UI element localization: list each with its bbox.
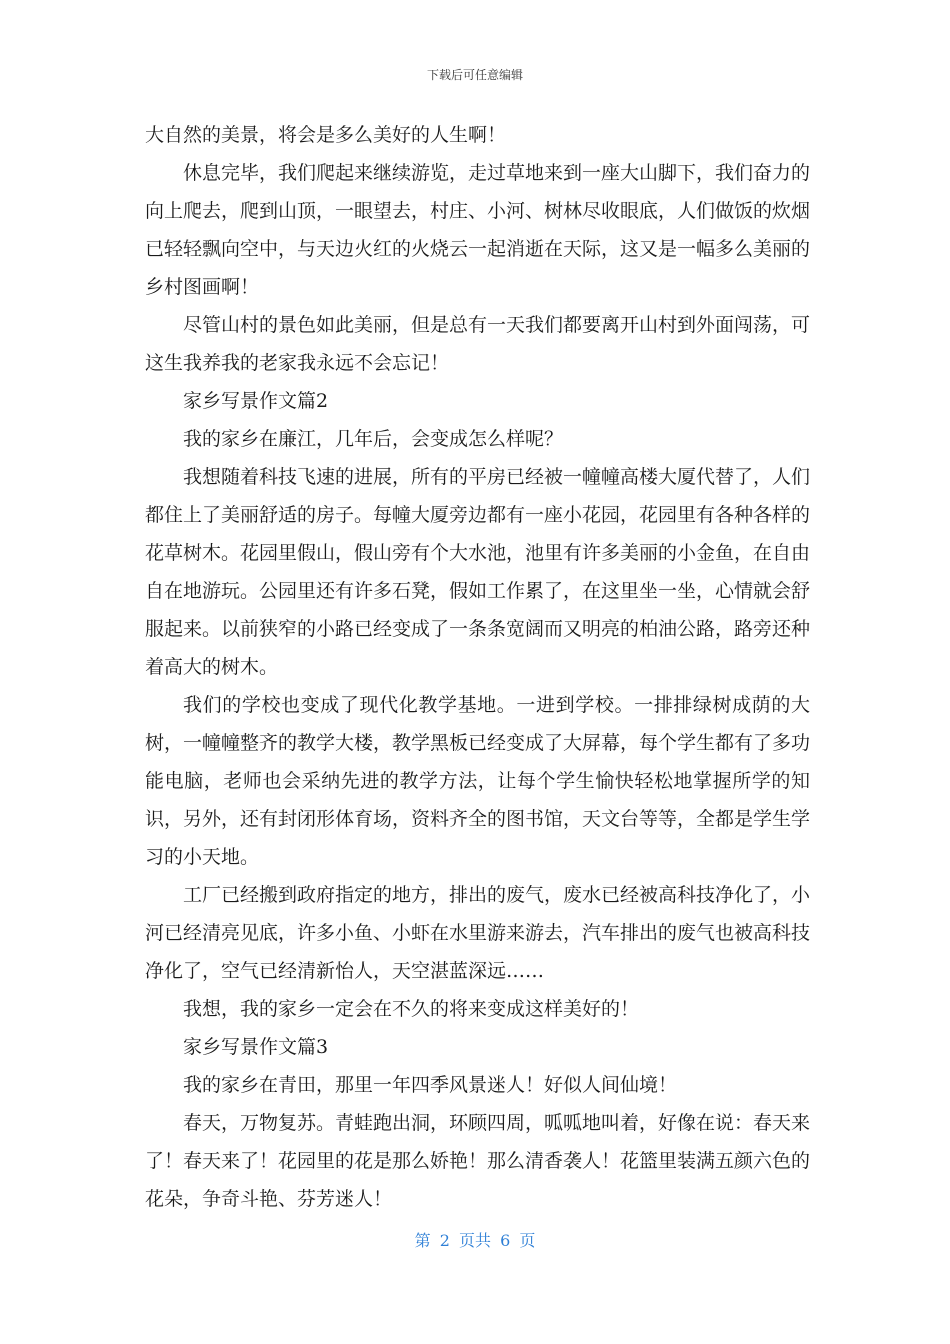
paragraph: 我的家乡在廉江，几年后，会变成怎么样呢？ [183, 428, 564, 450]
section-heading: 家乡写景作文篇2 [183, 390, 329, 412]
paragraph: 我想随着科技飞速的进展，所有的平房已经被一幢幢高楼大厦代替了，人们都住上了美丽舒适的房子。每幢大厦旁边都有一座小花园，花园里有各种各样的花草树木。花园里假山，假山旁有个大水池，池里有许多美丽的小金鱼，在自由自在地游玩。公园里还有许多石凳，假如工作累了，在这里坐一坐，心情就会舒服起来。以前狭窄的小路已经变成了一条条宽阔而又明亮的柏油公路，路旁还种着高大的树木。 [145, 466, 811, 678]
paragraph: 春天，万物复苏。青蛙跑出洞，环顾四周，呱呱地叫着，好像在说：春天来了！春天来了！花园里的花是那么娇艳！那么清香袭人！花篮里装满五颜六色的花朵，争奇斗艳、芬芳迷人！ [145, 1112, 811, 1210]
page-header: 下载后可任意编辑 [426, 68, 523, 82]
paragraph: 大自然的美景，将会是多么美好的人生啊！ [145, 124, 507, 146]
paragraph: 我想，我的家乡一定会在不久的将来变成这样美好的！ [183, 998, 640, 1020]
section-heading: 家乡写景作文篇3 [183, 1036, 329, 1058]
paragraph: 尽管山村的景色如此美丽，但是总有一天我们都要离开山村到外面闯荡，可这生我养我的老家我永远不会忘记！ [145, 314, 811, 374]
document-body [145, 116, 810, 1218]
paragraph: 我的家乡在青田，那里一年四季风景迷人！好似人间仙境！ [183, 1074, 678, 1096]
paragraph: 休息完毕，我们爬起来继续游览，走过草地来到一座大山脚下，我们奋力的向上爬去，爬到山顶，一眼望去，村庄、小河、树林尽收眼底，人们做饭的炊烟已轻轻飘向空中，与天边火红的火烧云一起消逝在天际，这又是一幅多么美丽的乡村图画啊！ [145, 162, 811, 298]
paragraph: 工厂已经搬到政府指定的地方，排出的废气，废水已经被高科技净化了，小河已经清亮见底，许多小鱼、小虾在水里游来游去，汽车排出的废气也被高科技净化了，空气已经清新怡人，天空湛蓝深远…… [145, 884, 811, 982]
page-footer: 第 2 页共 6 页 [414, 1231, 536, 1250]
paragraph: 我们的学校也变成了现代化教学基地。一进到学校。一排排绿树成荫的大树，一幢幢整齐的教学大楼，教学黑板已经变成了大屏幕，每个学生都有了多功能电脑，老师也会采纳先进的教学方法，让每个学生愉快轻松地掌握所学的知识，另外，还有封闭形体育场，资料齐全的图书馆，天文台等等，全都是学生学习的小天地。 [145, 694, 811, 868]
